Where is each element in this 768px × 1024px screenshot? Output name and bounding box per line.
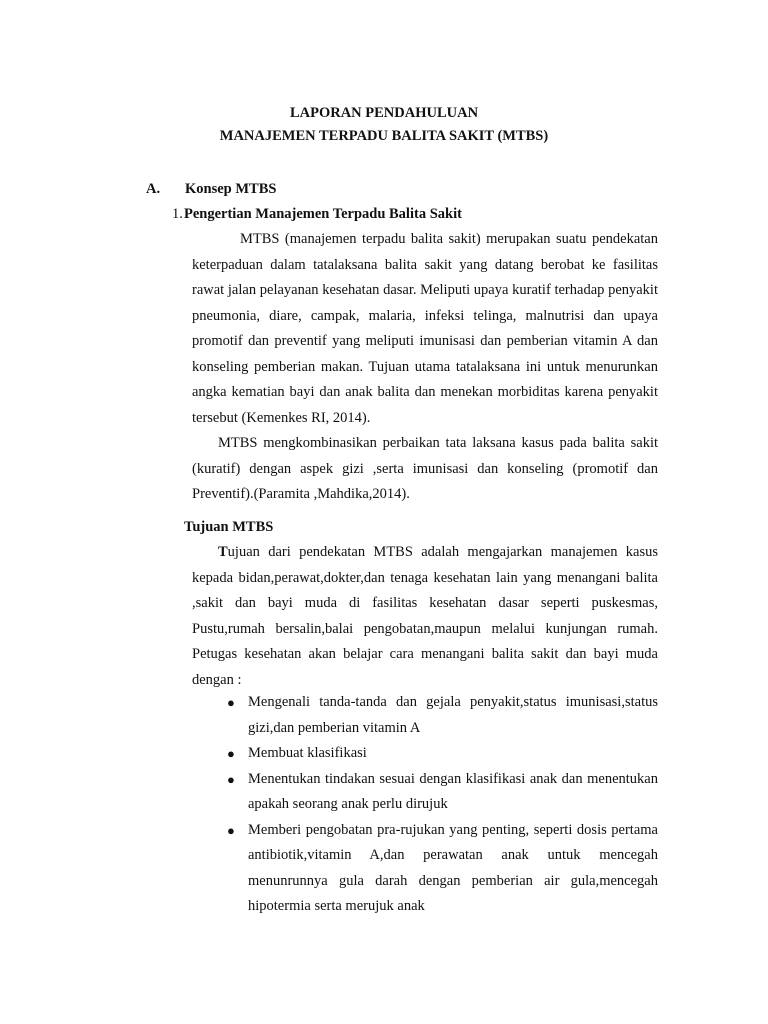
list-item: ● Mengenali tanda-tanda dan gejala penyakit,status imunisasi,status gizi,dan pemberian vitamin A	[223, 690, 658, 741]
pengertian-paragraph-2: MTBS mengkombinasikan perbaikan tata laksana kasus pada balita sakit (kuratif) dengan aspek gizi ,serta imunisasi dan konseling (promotif dan Preventif).(Paramita ,Mahdika,2014).	[192, 435, 658, 502]
tujuan-bullet-list	[223, 690, 658, 920]
tujuan-paragraph	[192, 540, 658, 693]
pengertian-paragraph-1: MTBS (manajemen terpadu balita sakit) merupakan suatu pendekatan keterpaduan dalam tatalaksana balita sakit yang datang berobat ke fasilitas rawat jalan pelayanan kesehatan dasar. Meliputi upaya kuratif terhadap penyakit pneumonia, diare, campak, malaria, infeksi telinga, malnutrisi dan upaya promotif dan preventif yang meliputi imunisasi dan pemberian vitamin A dan konseling pemberian makan. Tujuan utama tatalaksana ini untuk menurunkan angka kematian bayi dan anak balita dan menekan morbiditas karena penyakit tersebut (Kemenkes RI, 2014).	[192, 231, 658, 426]
pengertian-text	[192, 227, 658, 508]
tujuan-heading: Tujuan MTBS	[184, 519, 274, 535]
bullet-icon: ●	[227, 695, 235, 710]
report-subtitle: MANAJEMEN TERPADU BALITA SAKIT (MTBS)	[219, 128, 549, 144]
tujuan-first-letter: T	[218, 544, 228, 560]
section-a-marker: A.	[146, 181, 161, 197]
tujuan-text	[192, 540, 658, 693]
subsection-1-marker: 1.	[172, 206, 183, 222]
list-item: ● Membuat klasifikasi	[223, 741, 658, 767]
report-title: LAPORAN PENDAHULUAN	[289, 105, 479, 121]
list-item: ● Menentukan tindakan sesuai dengan klasifikasi anak dan menentukan apakah seorang anak perlu dirujuk	[223, 767, 658, 818]
bullet-icon: ●	[227, 771, 235, 787]
bullet-icon: ●	[227, 822, 235, 838]
bullet-icon: ●	[227, 746, 235, 761]
subsection-1-heading: Pengertian Manajemen Terpadu Balita Sakit	[184, 206, 462, 222]
section-a-heading: Konsep MTBS	[185, 181, 277, 197]
tujuan-paragraph-body: ujuan dari pendekatan MTBS adalah mengajarkan manajemen kasus kepada bidan,perawat,dokter,dan tenaga kesehatan lain yang menangani balita ,sakit dan bayi muda di fasilitas kesehatan dasar seperti puskesmas, Pustu,rumah bersalin,balai pengobatan,maupun melalui kunjungan rumah. Petugas kesehatan akan belajar cara menangani balita sakit dan bayi muda dengan :	[192, 544, 658, 688]
list-item: ● Memberi pengobatan pra-rujukan yang penting, seperti dosis pertama antibiotik,vitamin A,dan perawatan anak untuk mencegah menunrunnya gula darah dengan pemberian air gula,mencegah hipotermia serta merujuk anak	[223, 818, 658, 920]
